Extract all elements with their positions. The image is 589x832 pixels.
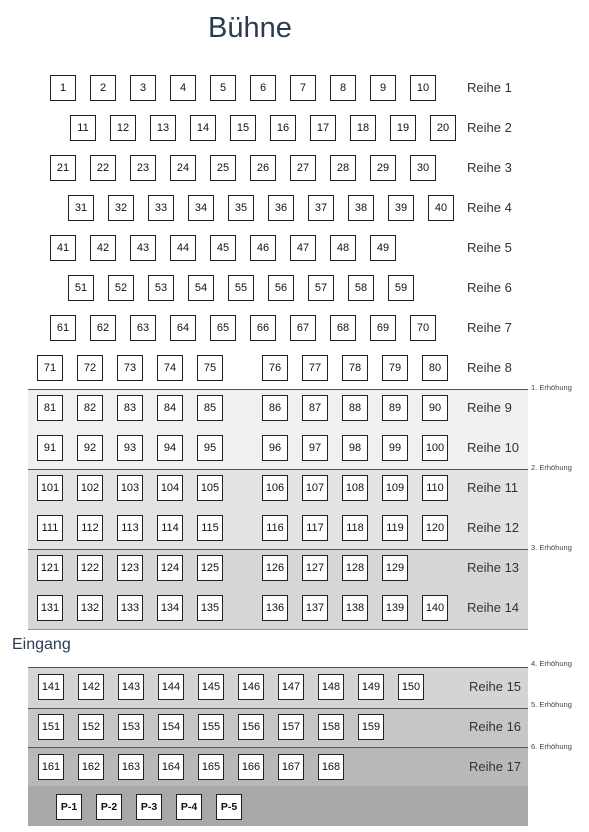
seat[interactable]: 113 (117, 515, 143, 541)
seat[interactable]: 98 (342, 435, 368, 461)
seat[interactable]: 13 (150, 115, 176, 141)
seat[interactable]: 68 (330, 315, 356, 341)
seat[interactable]: 101 (37, 475, 63, 501)
seat[interactable]: 128 (342, 555, 368, 581)
seat[interactable]: 55 (228, 275, 254, 301)
seat[interactable]: 121 (37, 555, 63, 581)
seat[interactable]: 85 (197, 395, 223, 421)
seat[interactable]: 32 (108, 195, 134, 221)
seat[interactable]: 133 (117, 595, 143, 621)
seat[interactable]: 94 (157, 435, 183, 461)
stage-label: Bühne (208, 12, 292, 44)
seat[interactable]: 33 (148, 195, 174, 221)
elevation-label: 6. Erhöhung (531, 742, 572, 751)
seat[interactable]: 61 (50, 315, 76, 341)
seat[interactable]: 100 (422, 435, 448, 461)
seat[interactable]: 26 (250, 155, 276, 181)
seat[interactable]: 31 (68, 195, 94, 221)
seat[interactable]: 138 (342, 595, 368, 621)
seat[interactable]: 49 (370, 235, 396, 261)
row-label: Reihe 7 (467, 320, 512, 335)
row-label: Reihe 13 (467, 560, 520, 575)
seat[interactable]: 54 (188, 275, 214, 301)
seat[interactable]: 23 (130, 155, 156, 181)
seat[interactable]: 9 (370, 75, 396, 101)
seat[interactable]: 18 (350, 115, 376, 141)
row-label: Reihe 15 (469, 679, 522, 694)
seat[interactable]: 166 (238, 754, 264, 780)
elevation-line (28, 549, 528, 550)
seat[interactable]: 42 (90, 235, 116, 261)
seat[interactable]: 139 (382, 595, 408, 621)
seat[interactable]: 115 (197, 515, 223, 541)
seat[interactable]: 156 (238, 714, 264, 740)
seat[interactable]: 66 (250, 315, 276, 341)
seat[interactable]: 122 (77, 555, 103, 581)
seat[interactable]: 53 (148, 275, 174, 301)
seat[interactable]: 3 (130, 75, 156, 101)
seat[interactable]: 96 (262, 435, 288, 461)
seat[interactable]: 4 (170, 75, 196, 101)
seat[interactable]: 72 (77, 355, 103, 381)
row-label: Reihe 17 (469, 759, 522, 774)
elevation-label: 1. Erhöhung (531, 383, 572, 392)
seat[interactable]: 142 (78, 674, 104, 700)
seat[interactable]: 126 (262, 555, 288, 581)
seat[interactable]: 143 (118, 674, 144, 700)
seat[interactable]: 116 (262, 515, 288, 541)
seat[interactable]: 108 (342, 475, 368, 501)
seat[interactable]: 157 (278, 714, 304, 740)
seat[interactable]: 10 (410, 75, 436, 101)
seat[interactable]: P-5 (216, 794, 242, 820)
seat[interactable]: 28 (330, 155, 356, 181)
seat[interactable]: 12 (110, 115, 136, 141)
seat[interactable]: 155 (198, 714, 224, 740)
seat[interactable]: 86 (262, 395, 288, 421)
seat[interactable]: 167 (278, 754, 304, 780)
seat[interactable]: 129 (382, 555, 408, 581)
seat[interactable]: 40 (428, 195, 454, 221)
row-label: Reihe 4 (467, 200, 512, 215)
seat[interactable]: 45 (210, 235, 236, 261)
seat[interactable]: 37 (308, 195, 334, 221)
seat[interactable]: 99 (382, 435, 408, 461)
seat[interactable]: 145 (198, 674, 224, 700)
seat[interactable]: 137 (302, 595, 328, 621)
seat[interactable]: 74 (157, 355, 183, 381)
seat[interactable]: 109 (382, 475, 408, 501)
seat[interactable]: 38 (348, 195, 374, 221)
seat[interactable]: 153 (118, 714, 144, 740)
seat[interactable]: 140 (422, 595, 448, 621)
seat[interactable]: 39 (388, 195, 414, 221)
seat[interactable]: 7 (290, 75, 316, 101)
seat[interactable]: 52 (108, 275, 134, 301)
seat[interactable]: 77 (302, 355, 328, 381)
seat[interactable]: P-1 (56, 794, 82, 820)
seat[interactable]: 75 (197, 355, 223, 381)
row-label: Reihe 9 (467, 400, 512, 415)
seat[interactable]: 59 (388, 275, 414, 301)
seat[interactable]: 107 (302, 475, 328, 501)
seat[interactable]: 8 (330, 75, 356, 101)
row-label: Reihe 5 (467, 240, 512, 255)
seat[interactable]: 44 (170, 235, 196, 261)
seat[interactable]: 124 (157, 555, 183, 581)
seat[interactable]: 147 (278, 674, 304, 700)
seat[interactable]: 158 (318, 714, 344, 740)
seat[interactable]: 56 (268, 275, 294, 301)
seat[interactable]: 110 (422, 475, 448, 501)
seat[interactable]: 30 (410, 155, 436, 181)
seat[interactable]: 2 (90, 75, 116, 101)
seat[interactable]: 17 (310, 115, 336, 141)
seat[interactable]: 88 (342, 395, 368, 421)
seat[interactable]: 80 (422, 355, 448, 381)
row-label: Reihe 8 (467, 360, 512, 375)
seat[interactable]: P-4 (176, 794, 202, 820)
elevation-line (28, 667, 528, 668)
seat[interactable]: 151 (38, 714, 64, 740)
seat[interactable]: 164 (158, 754, 184, 780)
seat[interactable]: 73 (117, 355, 143, 381)
seat[interactable]: 120 (422, 515, 448, 541)
seat[interactable]: 97 (302, 435, 328, 461)
seat[interactable]: 119 (382, 515, 408, 541)
seat[interactable]: 131 (37, 595, 63, 621)
seat[interactable]: 19 (390, 115, 416, 141)
seat[interactable]: 103 (117, 475, 143, 501)
row-label: Reihe 6 (467, 280, 512, 295)
seat[interactable]: 5 (210, 75, 236, 101)
seat[interactable]: 65 (210, 315, 236, 341)
row-label: Reihe 12 (467, 520, 520, 535)
seat[interactable]: 11 (70, 115, 96, 141)
seat[interactable]: 89 (382, 395, 408, 421)
seat[interactable]: 47 (290, 235, 316, 261)
seat[interactable]: 123 (117, 555, 143, 581)
seat[interactable]: 146 (238, 674, 264, 700)
seat[interactable]: 24 (170, 155, 196, 181)
seat[interactable]: 43 (130, 235, 156, 261)
seat[interactable]: 16 (270, 115, 296, 141)
seat[interactable]: 69 (370, 315, 396, 341)
row-label: Reihe 11 (467, 480, 519, 495)
seat[interactable]: 112 (77, 515, 103, 541)
seat[interactable]: P-3 (136, 794, 162, 820)
seat[interactable]: 51 (68, 275, 94, 301)
seat[interactable]: 34 (188, 195, 214, 221)
seat[interactable]: 141 (38, 674, 64, 700)
seat[interactable]: 20 (430, 115, 456, 141)
row-label: Reihe 14 (467, 600, 520, 615)
seat[interactable]: 168 (318, 754, 344, 780)
elevation-label: 5. Erhöhung (531, 700, 572, 709)
seat[interactable]: P-2 (96, 794, 122, 820)
seat[interactable]: 136 (262, 595, 288, 621)
seat[interactable]: 79 (382, 355, 408, 381)
seat[interactable]: 25 (210, 155, 236, 181)
seat[interactable]: 104 (157, 475, 183, 501)
seat[interactable]: 106 (262, 475, 288, 501)
seat[interactable]: 67 (290, 315, 316, 341)
seat[interactable]: 35 (228, 195, 254, 221)
seat[interactable]: 150 (398, 674, 424, 700)
seat[interactable]: 132 (77, 595, 103, 621)
seat[interactable]: 127 (302, 555, 328, 581)
elevation-line (28, 747, 528, 748)
elevation-label: 3. Erhöhung (531, 543, 572, 552)
seat[interactable]: 71 (37, 355, 63, 381)
seat[interactable]: 135 (197, 595, 223, 621)
seat[interactable]: 162 (78, 754, 104, 780)
seat[interactable]: 63 (130, 315, 156, 341)
seat[interactable]: 46 (250, 235, 276, 261)
seat[interactable]: 36 (268, 195, 294, 221)
seat[interactable]: 117 (302, 515, 328, 541)
seat[interactable]: 1 (50, 75, 76, 101)
seat[interactable]: 152 (78, 714, 104, 740)
seat[interactable]: 83 (117, 395, 143, 421)
elevation-line (28, 469, 528, 470)
seat[interactable]: 14 (190, 115, 216, 141)
seat[interactable]: 6 (250, 75, 276, 101)
seat[interactable]: 154 (158, 714, 184, 740)
row-label: Reihe 10 (467, 440, 520, 455)
seat[interactable]: 134 (157, 595, 183, 621)
seat[interactable]: 95 (197, 435, 223, 461)
seat[interactable]: 148 (318, 674, 344, 700)
seat[interactable]: 161 (38, 754, 64, 780)
seat[interactable]: 111 (37, 515, 63, 541)
elevation-label: 2. Erhöhung (531, 463, 572, 472)
seat[interactable]: 92 (77, 435, 103, 461)
seat[interactable]: 76 (262, 355, 288, 381)
seat[interactable]: 149 (358, 674, 384, 700)
row-label: Reihe 1 (467, 80, 512, 95)
seat[interactable]: 118 (342, 515, 368, 541)
seat[interactable]: 21 (50, 155, 76, 181)
seat[interactable]: 57 (308, 275, 334, 301)
seat[interactable]: 22 (90, 155, 116, 181)
seat[interactable]: 91 (37, 435, 63, 461)
seat[interactable]: 93 (117, 435, 143, 461)
seat[interactable]: 87 (302, 395, 328, 421)
seat[interactable]: 125 (197, 555, 223, 581)
elevation-line (28, 389, 528, 390)
seat[interactable]: 84 (157, 395, 183, 421)
seat[interactable]: 64 (170, 315, 196, 341)
row-label: Reihe 3 (467, 160, 512, 175)
seat[interactable]: 159 (358, 714, 384, 740)
seat[interactable]: 78 (342, 355, 368, 381)
seat[interactable]: 81 (37, 395, 63, 421)
elevation-label: 4. Erhöhung (531, 659, 572, 668)
seat[interactable]: 62 (90, 315, 116, 341)
seat[interactable]: 27 (290, 155, 316, 181)
elevation-line (28, 708, 528, 709)
seat[interactable]: 41 (50, 235, 76, 261)
elevation-line (28, 629, 528, 630)
seat[interactable]: 163 (118, 754, 144, 780)
seat[interactable]: 15 (230, 115, 256, 141)
entrance-label: Eingang (12, 636, 71, 653)
seat[interactable]: 48 (330, 235, 356, 261)
seat[interactable]: 70 (410, 315, 436, 341)
seat[interactable]: 102 (77, 475, 103, 501)
seat[interactable]: 58 (348, 275, 374, 301)
seat[interactable]: 29 (370, 155, 396, 181)
seat[interactable]: 165 (198, 754, 224, 780)
seat[interactable]: 82 (77, 395, 103, 421)
row-label: Reihe 16 (469, 719, 522, 734)
seat[interactable]: 90 (422, 395, 448, 421)
seat[interactable]: 144 (158, 674, 184, 700)
seat[interactable]: 105 (197, 475, 223, 501)
row-label: Reihe 2 (467, 120, 512, 135)
seat[interactable]: 114 (157, 515, 183, 541)
